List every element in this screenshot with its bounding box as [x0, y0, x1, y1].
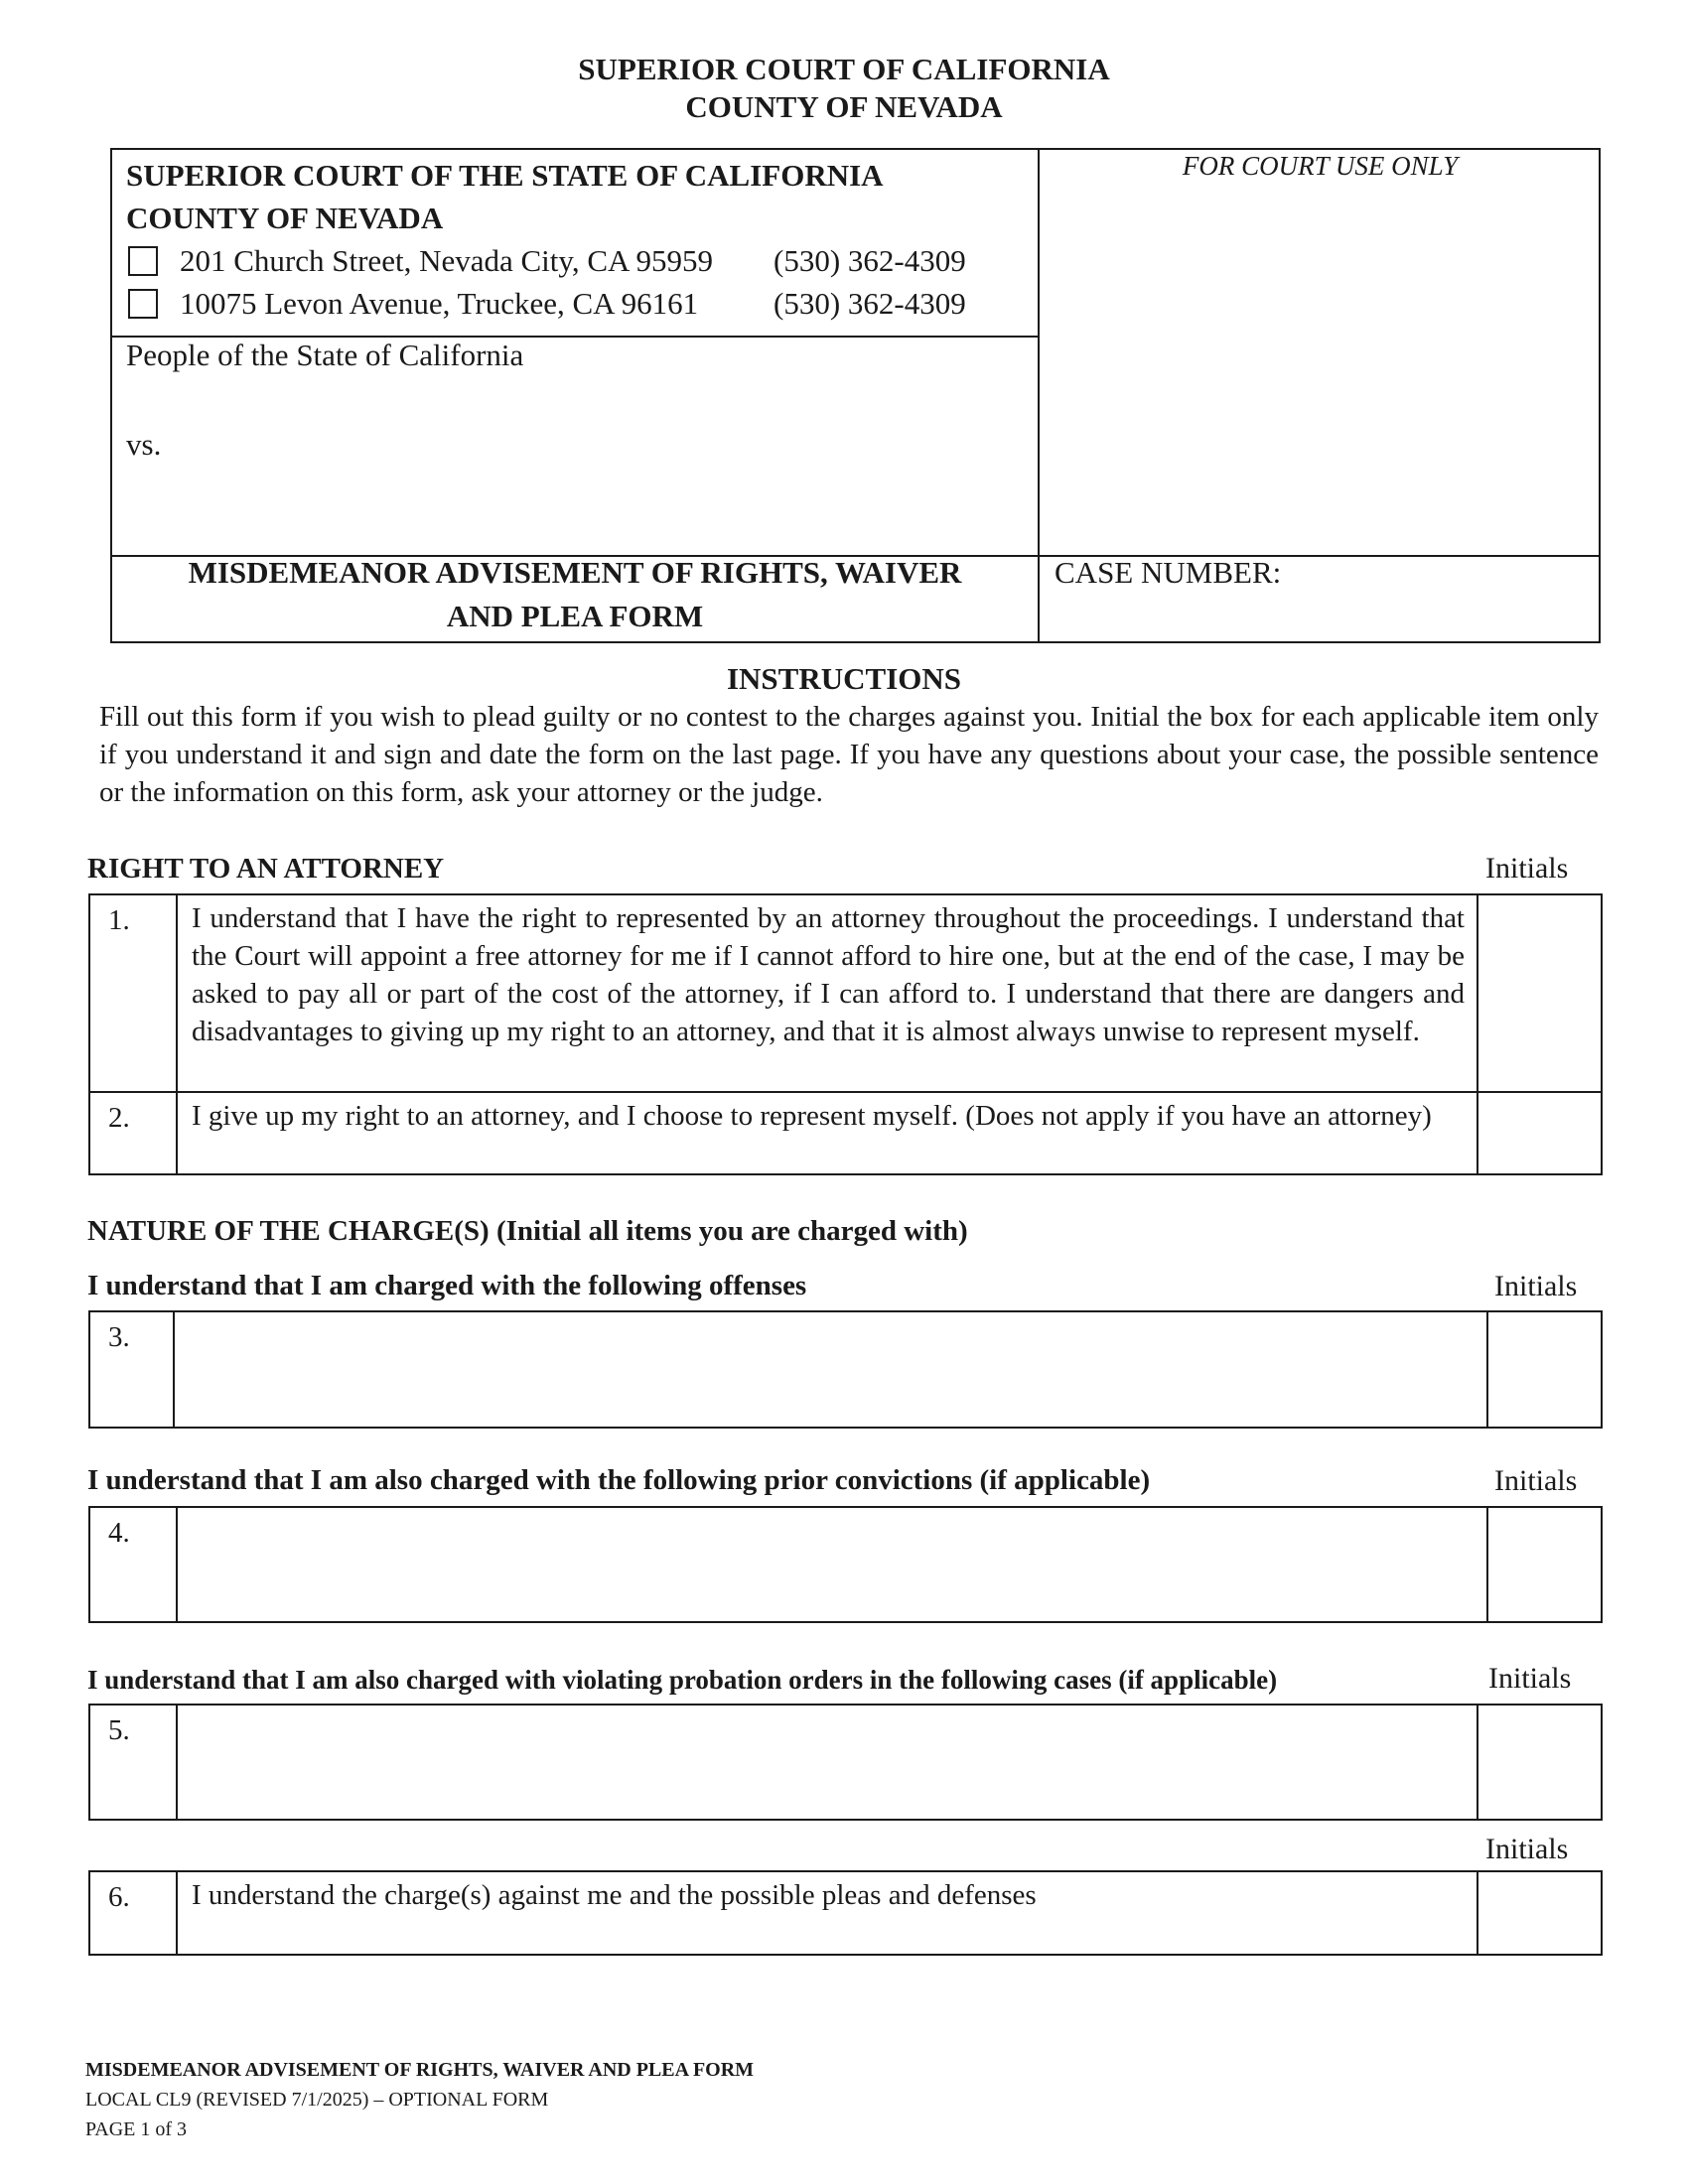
defendant-name-field[interactable] [126, 476, 1020, 545]
footer-form-title: MISDEMEANOR ADVISEMENT OF RIGHTS, WAIVER AND PLEA FORM [85, 2059, 755, 2081]
offenses-field[interactable] [174, 1311, 1487, 1428]
page-title-line2: COUNTY OF NEVADA [685, 89, 1003, 124]
instructions-heading: INSTRUCTIONS [726, 661, 961, 696]
footer-form-number: LOCAL CL9 (REVISED 7/1/2025) – OPTIONAL FORM [85, 2089, 549, 2111]
caption-vertical-divider [1038, 150, 1040, 641]
footer-page-number: PAGE 1 of 3 [85, 2118, 188, 2140]
location-phone-nevada-city: (530) 362-4309 [774, 243, 966, 278]
item-number-3: 3. [89, 1311, 174, 1428]
item-number-2: 2. [89, 1092, 177, 1174]
understanding-table [88, 1870, 1603, 1956]
table-row [89, 1871, 1602, 1955]
item-number-1: 1. [89, 894, 177, 1092]
page-title-line1: SUPERIOR COURT OF CALIFORNIA [578, 52, 1110, 86]
table-row [89, 1507, 1602, 1622]
offenses-table [88, 1310, 1603, 1429]
initials-label-item3: Initials [1494, 1270, 1578, 1302]
location-address-nevada-city: 201 Church Street, Nevada City, CA 95959 [180, 243, 713, 278]
versus-label: vs. [126, 427, 162, 462]
instructions-text: Fill out this form if you wish to plead guilty or no contest to the charges against you. Initial the box for each applicable item only if you understand it and sign and date the form on the last page. If you have any questions about your case, the possible sentence or the information on this form, ask your attorney or the judge. [99, 701, 1599, 808]
plaintiff-name: People of the State of California [126, 338, 524, 372]
initials-label-item4: Initials [1494, 1464, 1578, 1497]
priors-label: I understand that I am also charged with the following prior convictions (if applicable) [87, 1464, 1151, 1496]
initials-box-3[interactable] [1487, 1311, 1602, 1428]
attorney-rights-table [88, 893, 1603, 1175]
initials-box-4[interactable] [1487, 1507, 1602, 1622]
caption-box [110, 148, 1601, 643]
initials-label-item5: Initials [1488, 1662, 1572, 1695]
initials-box-5[interactable] [1477, 1705, 1602, 1820]
location-phone-truckee: (530) 362-4309 [774, 286, 966, 321]
form-title-line2: AND PLEA FORM [446, 599, 704, 633]
table-row [89, 1092, 1602, 1174]
footer [85, 2055, 754, 2144]
table-row [89, 1705, 1602, 1820]
probation-field[interactable] [177, 1705, 1477, 1820]
initials-box-6[interactable] [1477, 1871, 1602, 1955]
court-name-line2: COUNTY OF NEVADA [126, 201, 444, 235]
item-number-6: 6. [89, 1871, 177, 1955]
location-checkbox-nevada-city[interactable] [128, 246, 158, 276]
probation-table [88, 1704, 1603, 1821]
item-text-2: I give up my right to an attorney, and I choose to represent myself. (Does not apply if you have an attorney) [177, 1092, 1477, 1174]
offenses-label: I understand that I am charged with the following offenses [87, 1270, 807, 1301]
initials-label-item6: Initials [1485, 1833, 1569, 1865]
form-title-line1: MISDEMEANOR ADVISEMENT OF RIGHTS, WAIVER [188, 555, 962, 590]
location-checkbox-truckee[interactable] [128, 289, 158, 319]
item-number-4: 4. [89, 1507, 177, 1622]
priors-table [88, 1506, 1603, 1623]
section-heading-nature-of-charges: NATURE OF THE CHARGE(S) (Initial all items you are charged with) [87, 1215, 968, 1247]
location-address-truckee: 10075 Levon Avenue, Truckee, CA 96161 [180, 286, 699, 321]
item-text-1: I understand that I have the right to represented by an attorney throughout the proceedings. I understand that the Court will appoint a free attorney for me if I cannot afford to hire one, but at the end of the case, I may be asked to pay all or part of the cost of the attorney, if I can afford to. I understand that there are dangers and disadvantages to giving up my right to an attorney, and that it is almost always unwise to represent myself. [177, 894, 1477, 1092]
case-number-label: CASE NUMBER: [1055, 555, 1282, 590]
initials-label-section1: Initials [1485, 852, 1569, 885]
table-row [89, 894, 1602, 1092]
initials-box-1[interactable] [1477, 894, 1602, 1092]
initials-box-2[interactable] [1477, 1092, 1602, 1174]
item-text-6: I understand the charge(s) against me and the possible pleas and defenses [177, 1871, 1477, 1955]
section-heading-right-to-attorney: RIGHT TO AN ATTORNEY [87, 853, 445, 885]
court-use-only-label: FOR COURT USE ONLY [1182, 151, 1459, 181]
probation-label: I understand that I am also charged with violating probation orders in the following cases (if applicable) [87, 1665, 1278, 1695]
item-number-5: 5. [89, 1705, 177, 1820]
court-name-line1: SUPERIOR COURT OF THE STATE OF CALIFORNIA [126, 158, 884, 193]
priors-field[interactable] [177, 1507, 1487, 1622]
table-row [89, 1311, 1602, 1428]
